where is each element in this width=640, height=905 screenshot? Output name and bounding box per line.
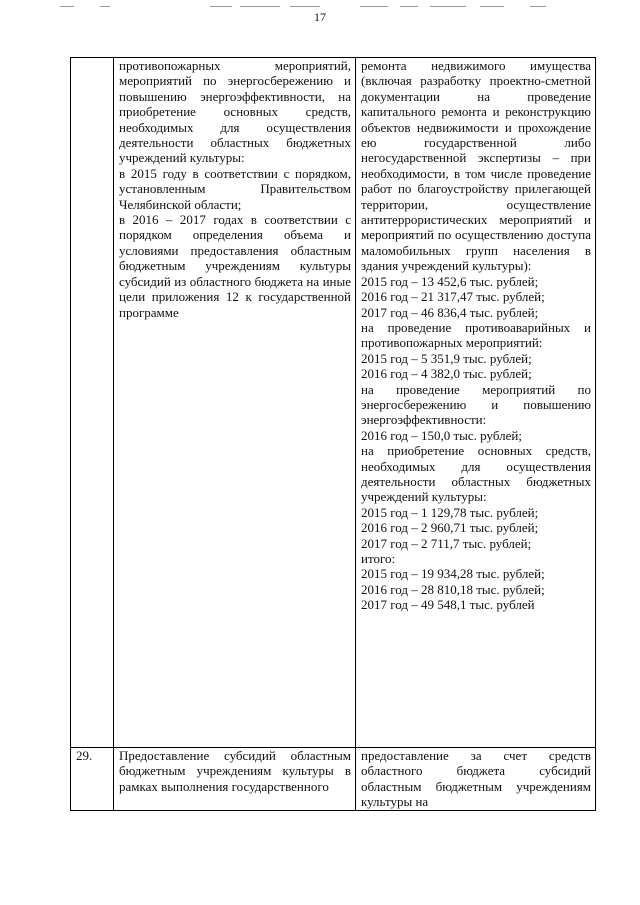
table-row <box>71 748 596 811</box>
funding-line: 2017 год – 46 836,4 тыс. рублей; <box>361 304 539 320</box>
total-label: итого: <box>361 551 396 566</box>
page-number: 17 <box>314 10 326 24</box>
funding-cell <box>356 58 596 748</box>
funding-line: 2015 год – 13 452,6 тыс. рублей; <box>361 273 539 289</box>
row-number-cell: 29. <box>71 748 114 811</box>
description-paragraph: в 2015 году в соответствии с порядком, установленным Правительством Челябинской области; <box>119 165 351 212</box>
funding-line: 2016 год – 150,0 тыс. рублей; <box>361 427 522 443</box>
funding-cell <box>356 748 596 811</box>
funding-line: 2016 год – 2 960,71 тыс. рублей; <box>361 520 539 536</box>
description-paragraph: противопожарных мероприятий, мероприятий по энергосбережению и повышению энергоэффективности, на приобретение основных средств, необходимых для осуществления деятельности областных бюджетных учреждений культуры: <box>119 58 351 166</box>
measure-description-cell <box>114 58 356 748</box>
funding-paragraph: предоставление за счет средств областного бюджета субсидий областным бюджетным учреждениям культуры на <box>361 748 591 810</box>
funding-line: 2017 год – 2 711,7 тыс. рублей; <box>361 535 532 551</box>
total-line: 2017 год – 49 548,1 тыс. рублей <box>361 597 535 613</box>
row-number-cell <box>71 58 114 748</box>
description-paragraph: в 2016 – 2017 годах в соответствии с порядком определения объема и условиями предоставления областным бюджетным учреждениям культуры субсидий из областного бюджета на иные цели приложения 12 к государственной программе <box>119 212 351 320</box>
funding-paragraph: на проведение противоаварийных и противопожарных мероприятий: <box>361 319 591 351</box>
description-paragraph: Предоставление субсидий областным бюджетным учреждениям культуры в рамках выполнения государственного <box>119 748 351 794</box>
funding-paragraph: ремонта недвижимого имущества (включая разработку проектно-сметной документации на проведение капитального ремонта и реконструкцию объектов недвижимости и прохождение ею государственной либо негосударственной экспертизы – при необходимости, в том числе проведение работ по благоустройству прилегающей территории, осуществление антитеррористических мероприятий и мероприятий по осуществлению доступа маломобильных групп населения в здания учреждений культуры): <box>361 58 591 274</box>
funding-line: 2016 год – 21 317,47 тыс. рублей; <box>361 289 545 305</box>
funding-line: 2015 год – 1 129,78 тыс. рублей; <box>361 504 539 520</box>
funding-paragraph: на приобретение основных средств, необходимых для осуществления деятельности областных бюджетных учреждений культуры: <box>361 443 591 505</box>
funding-paragraph: на проведение мероприятий по энергосбережению и повышению энергоэффективности: <box>361 381 591 428</box>
measure-description-cell <box>114 748 356 811</box>
program-measures-table <box>70 57 596 811</box>
funding-line: 2015 год – 5 351,9 тыс. рублей; <box>361 350 532 366</box>
total-line: 2015 год – 19 934,28 тыс. рублей; <box>361 566 545 582</box>
funding-line: 2016 год – 4 382,0 тыс. рублей; <box>361 366 532 382</box>
total-line: 2016 год – 28 810,18 тыс. рублей; <box>361 581 545 597</box>
table-row <box>71 58 596 748</box>
